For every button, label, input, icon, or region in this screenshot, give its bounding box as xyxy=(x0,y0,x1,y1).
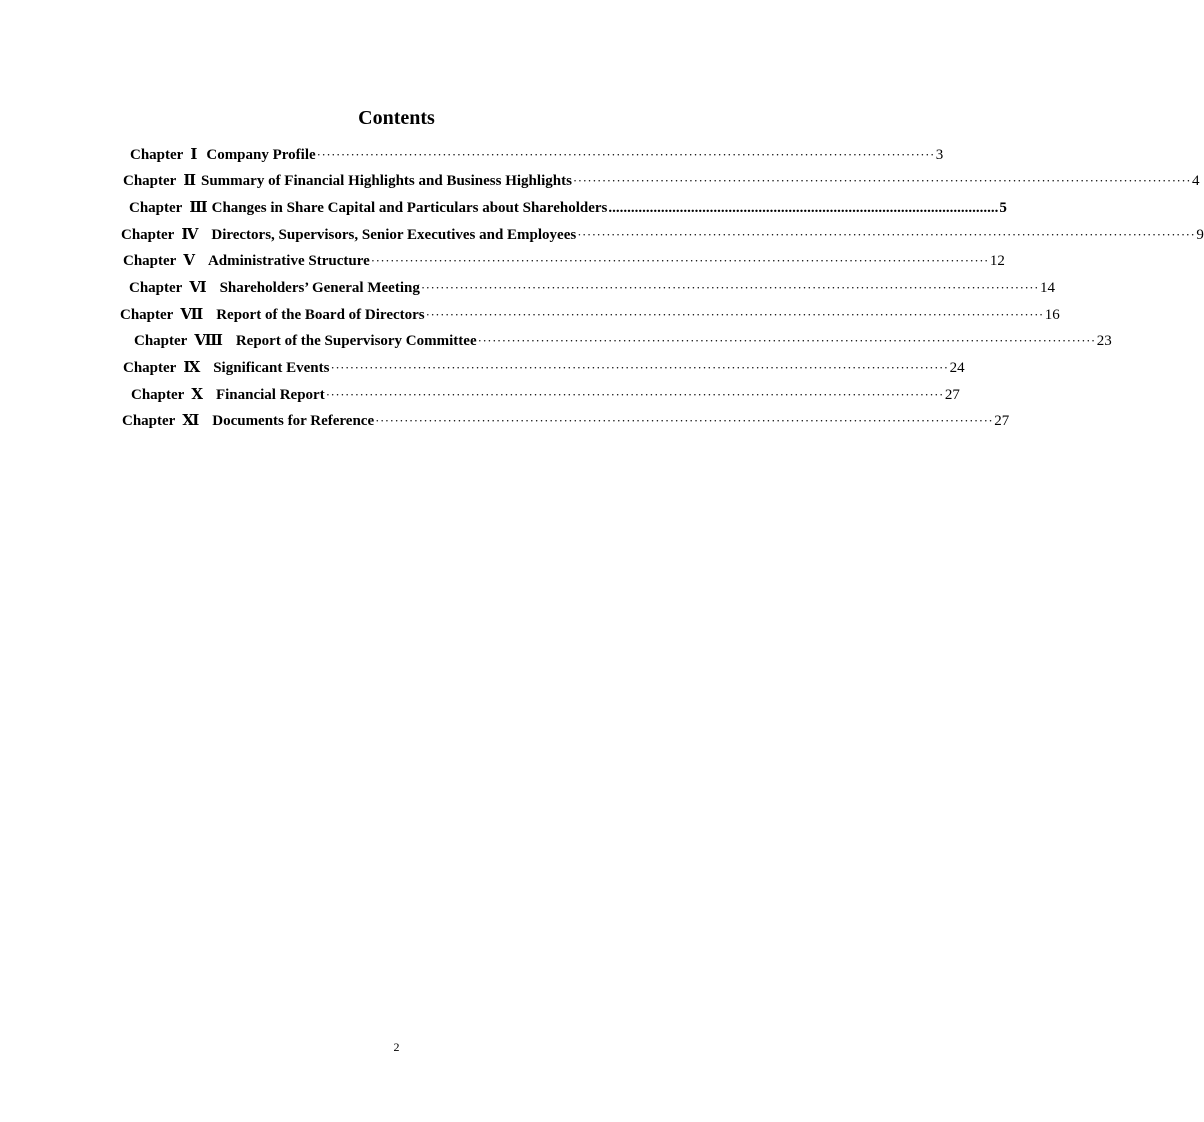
page-number: 9 xyxy=(1196,227,1204,243)
page-number: 12 xyxy=(989,253,1005,269)
dot-leader: ································································································································ xyxy=(577,227,1196,242)
chapter-numeral: Ⅴ xyxy=(183,251,194,269)
toc-entry-8[interactable] xyxy=(134,327,1112,353)
dot-leader: ································································································································ xyxy=(572,173,1192,188)
dot-leader: ································································································································ xyxy=(425,307,1044,322)
chapter-label: Chapter xyxy=(131,387,185,403)
dot-leader: ........................................................................................................ xyxy=(608,200,999,216)
chapter-label: Chapter xyxy=(129,280,183,296)
dot-leader: ································································································································ xyxy=(477,333,1096,348)
chapter-label: Chapter xyxy=(123,173,177,189)
toc-entry-1[interactable] xyxy=(130,141,944,167)
chapter-numeral: Ⅵ xyxy=(189,278,206,296)
dot-leader: ································································································································ xyxy=(375,413,994,428)
chapter-numeral: Ⅸ xyxy=(183,358,200,376)
toc-entry-10[interactable] xyxy=(131,381,960,407)
toc-entry-7[interactable] xyxy=(120,301,1060,327)
chapter-title: Significant Events xyxy=(213,360,330,376)
page-number: 3 xyxy=(935,147,944,163)
chapter-numeral: Ⅰ xyxy=(190,145,197,163)
chapter-numeral: Ⅱ xyxy=(183,171,195,189)
page-number: 5 xyxy=(999,200,1007,216)
toc-entry-4[interactable] xyxy=(121,221,1204,247)
chapter-label: Chapter xyxy=(123,360,177,376)
page-number: 27 xyxy=(994,413,1010,429)
chapter-numeral: Ⅶ xyxy=(180,305,203,323)
page-number: 16 xyxy=(1044,307,1060,323)
dot-leader: ································································································································ xyxy=(370,253,989,268)
chapter-title: Report of the Supervisory Committee xyxy=(235,333,477,349)
toc-entry-2[interactable] xyxy=(123,167,1200,193)
dot-leader: ································································································································ xyxy=(316,147,935,162)
chapter-title: Documents for Reference xyxy=(212,413,375,429)
toc-entry-6[interactable] xyxy=(129,274,1055,300)
chapter-title: Shareholders’ General Meeting xyxy=(219,280,420,296)
chapter-numeral: Ⅹ xyxy=(191,385,202,403)
page-title: Contents xyxy=(358,107,435,129)
footer-page-number: 2 xyxy=(393,1040,400,1054)
chapter-title: Financial Report xyxy=(215,387,325,403)
page-number: 4 xyxy=(1192,173,1200,189)
toc-entry-9[interactable] xyxy=(123,354,965,380)
toc-entry-5[interactable] xyxy=(123,247,1005,273)
chapter-label: Chapter xyxy=(120,307,174,323)
chapter-title: Summary of Financial Highlights and Business Highlights xyxy=(200,173,572,189)
chapter-title: Changes in Share Capital and Particulars about Shareholders xyxy=(211,200,608,216)
dot-leader: ································································································································ xyxy=(325,387,944,402)
chapter-numeral: Ⅳ xyxy=(181,225,198,243)
chapter-label: Chapter xyxy=(121,227,175,243)
chapter-numeral: Ⅺ xyxy=(182,411,199,429)
page-number: 24 xyxy=(949,360,965,376)
page-number: 23 xyxy=(1096,333,1112,349)
dot-leader: ································································································································ xyxy=(330,360,949,375)
dot-leader: ································································································································ xyxy=(420,280,1039,295)
chapter-label: Chapter xyxy=(123,253,177,269)
chapter-label: Chapter xyxy=(122,413,176,429)
chapter-label: Chapter xyxy=(129,200,183,216)
chapter-numeral: Ⅷ xyxy=(194,331,222,349)
chapter-label: Chapter xyxy=(134,333,188,349)
chapter-title: Report of the Board of Directors xyxy=(216,307,425,323)
chapter-numeral: Ⅲ xyxy=(189,198,207,216)
page-number: 14 xyxy=(1039,280,1055,296)
chapter-label: Chapter xyxy=(130,147,184,163)
chapter-title: Directors, Supervisors, Senior Executives and Employees xyxy=(211,227,577,243)
chapter-title: Company Profile xyxy=(206,147,316,163)
toc-entry-3[interactable] xyxy=(129,194,1007,220)
toc-entry-11[interactable] xyxy=(122,407,1010,433)
chapter-title: Administrative Structure xyxy=(207,253,370,269)
page-number: 27 xyxy=(944,387,960,403)
